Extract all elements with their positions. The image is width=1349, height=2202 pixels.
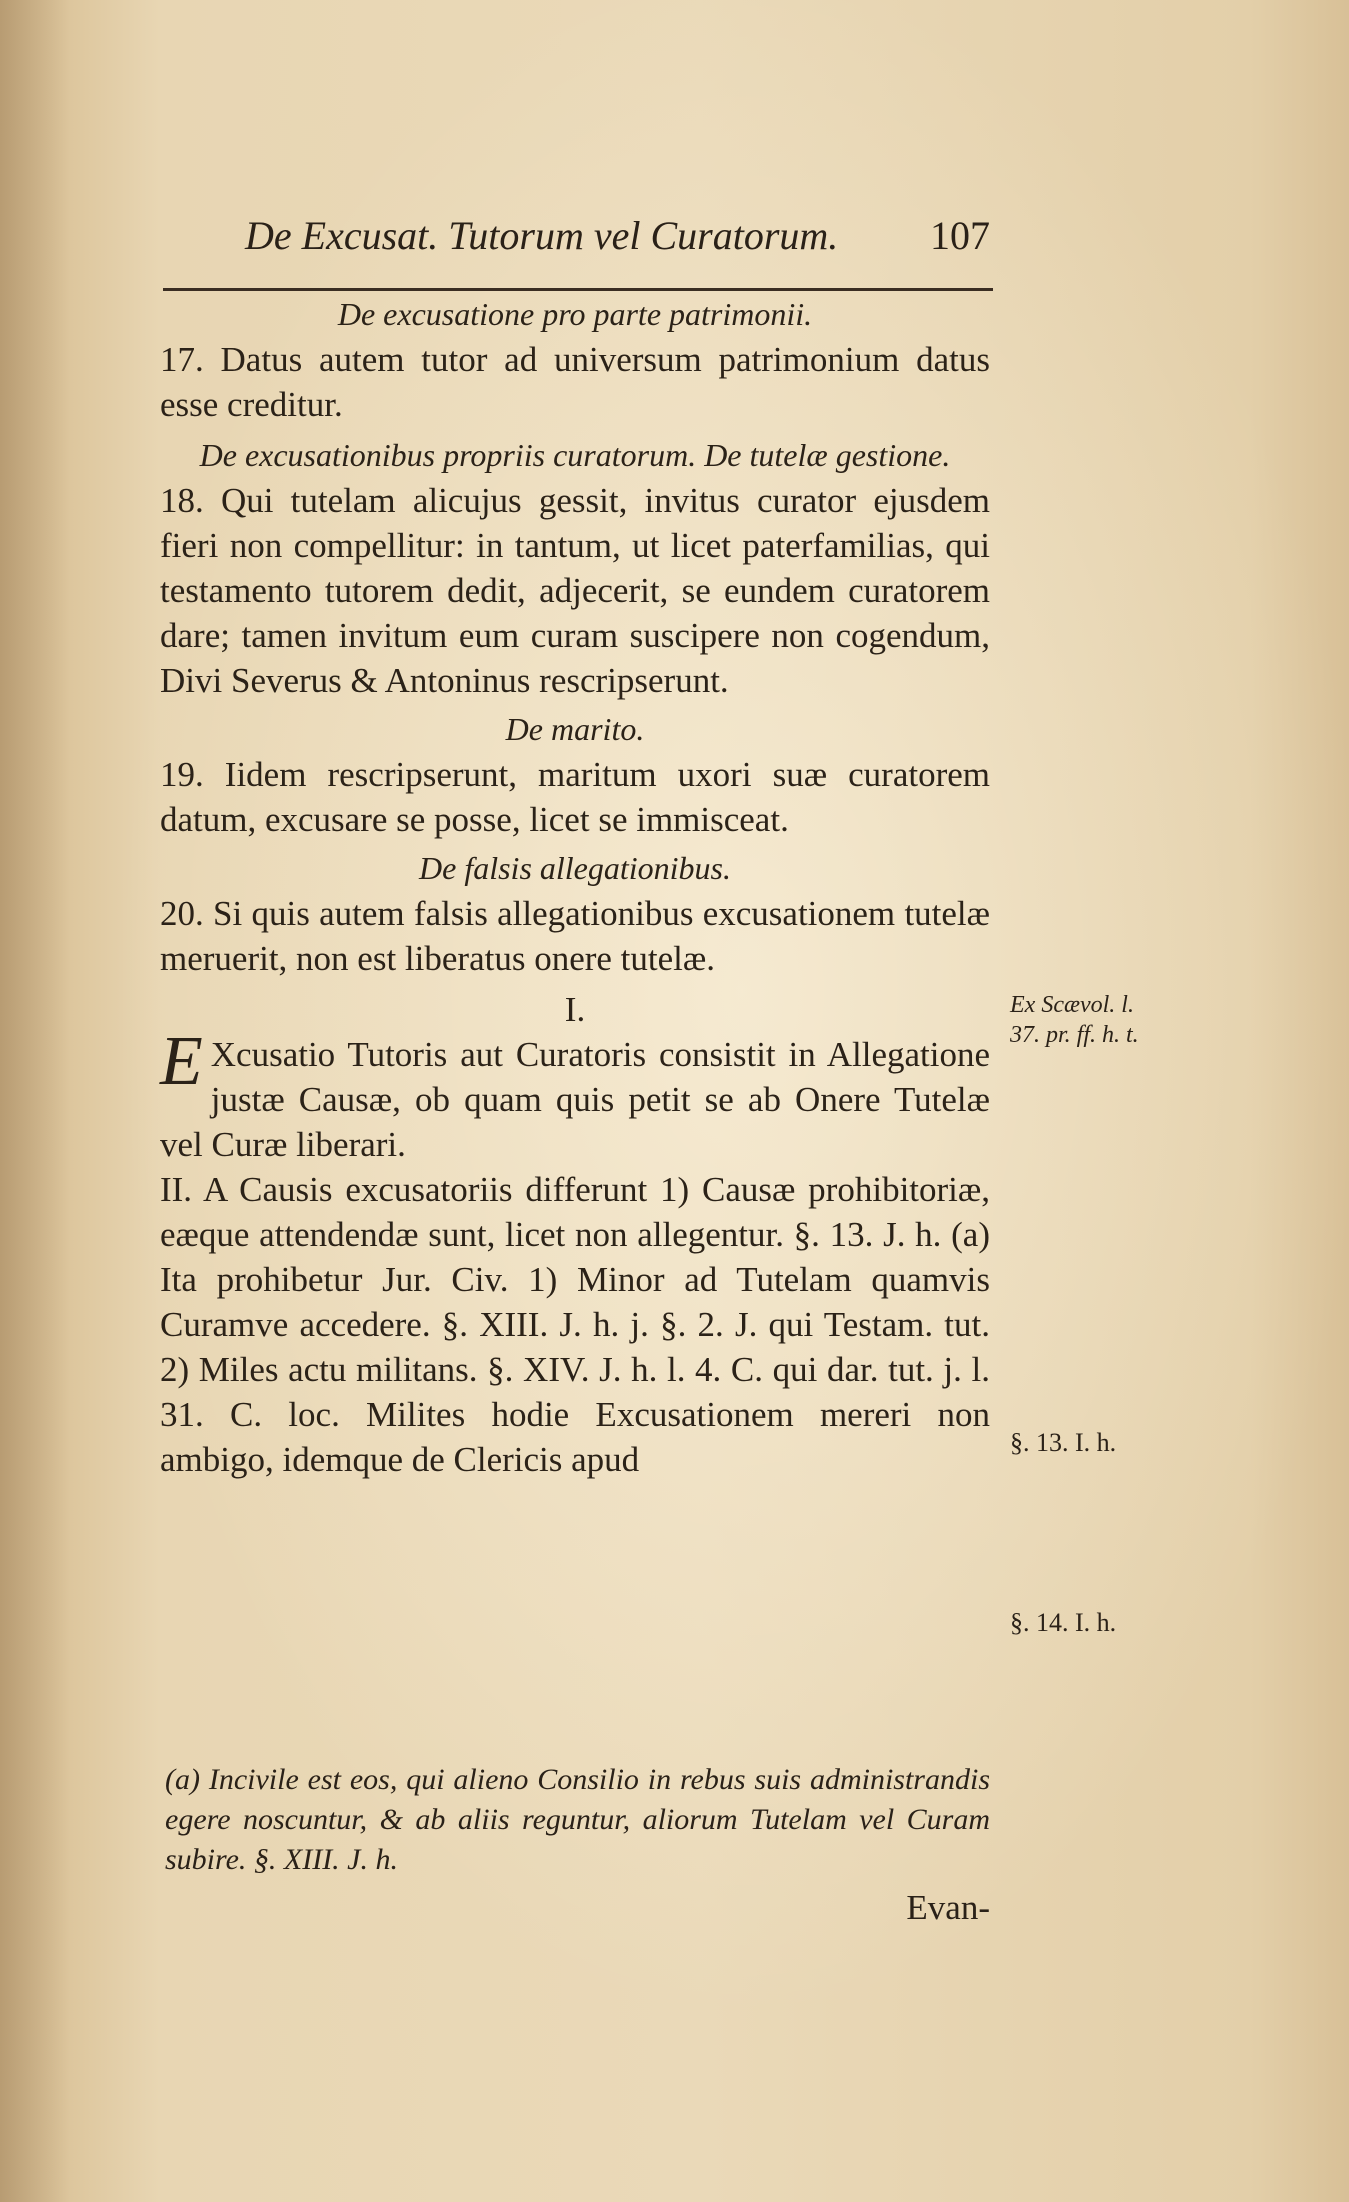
section-paragraph: 17. Datus autem tutor ad universum patrimonium datus esse creditur. — [160, 340, 990, 424]
header-rule — [163, 288, 993, 291]
section-paragraph: 18. Qui tutelam alicujus gessit, invitus curator ejusdem fieri non compellitur: in tantum, ut licet paterfamilias, qui testamento tutorem dedit, adjecerit, se eundem curatorem dare; tamen invitum eum curam suscipere non cogendum, Divi Severus & Antoninus rescripserunt. — [160, 481, 990, 700]
section-paragraph: 19. Iidem rescripserunt, maritum uxori suæ curatorem datum, excusare se posse, licet se immisceat. — [160, 755, 990, 839]
section-heading: De marito. — [505, 711, 645, 747]
margin-note: §. 13. I. h. — [1010, 1428, 1117, 1457]
law-text — [160, 292, 990, 1482]
commentary-text: Xcusatio Tutoris aut Curatoris consistit in Allegatione justæ Causæ, ob quam quis petit se ab Onere Tutelæ vel Curæ liberari. — [160, 1035, 990, 1164]
section-heading: De excusatione pro parte patrimonii. — [337, 296, 813, 332]
drop-cap: E — [160, 1023, 203, 1100]
page-number: 107 — [930, 213, 990, 258]
section-heading: De excusationibus propriis curatorum. De tutelæ gestione. — [199, 437, 951, 473]
running-title: De Excusat. Tutorum vel Curatorum. — [245, 213, 839, 258]
running-header — [245, 212, 990, 259]
section-paragraph: 20. Si quis autem falsis allegationibus excusationem tutelæ meruerit, non est liberatus onere tutelæ. — [160, 894, 990, 978]
footnote: (a) Incivile est eos, qui alieno Consilio in rebus suis administrandis egere noscuntur, & ab aliis reguntur, aliorum Tutelam vel Curam subire. §. XIII. J. h. — [165, 1763, 990, 1876]
commentary-paragraph: II. A Causis excusatoriis differunt 1) Causæ prohibitoriæ, eæque attendendæ sunt, licet non allegentur. §. 13. J. h. (a) Ita prohibetur Jur. Civ. 1) Minor ad Tutelam quamvis Curamve accedere. §. XIII. J. h. j. §. 2. J. qui Testam. tut. 2) Miles actu militans. §. XIV. J. h. l. 4. C. qui dar. tut. j. l. 31. C. loc. Milites hodie Excusationem mereri non ambigo, idemque de Clericis apud — [160, 1170, 990, 1479]
catchword: Evan- — [906, 1888, 990, 1927]
page-gutter-shadow — [0, 0, 70, 2202]
margin-note: §. 14. I. h. — [1010, 1608, 1117, 1637]
section-numeral: I. — [564, 990, 586, 1029]
margin-note: Ex Scævol. l. 37. pr. ff. h. t. — [1010, 992, 1139, 1048]
section-heading: De falsis allegationibus. — [419, 850, 731, 886]
commentary-paragraph — [160, 1023, 990, 1167]
